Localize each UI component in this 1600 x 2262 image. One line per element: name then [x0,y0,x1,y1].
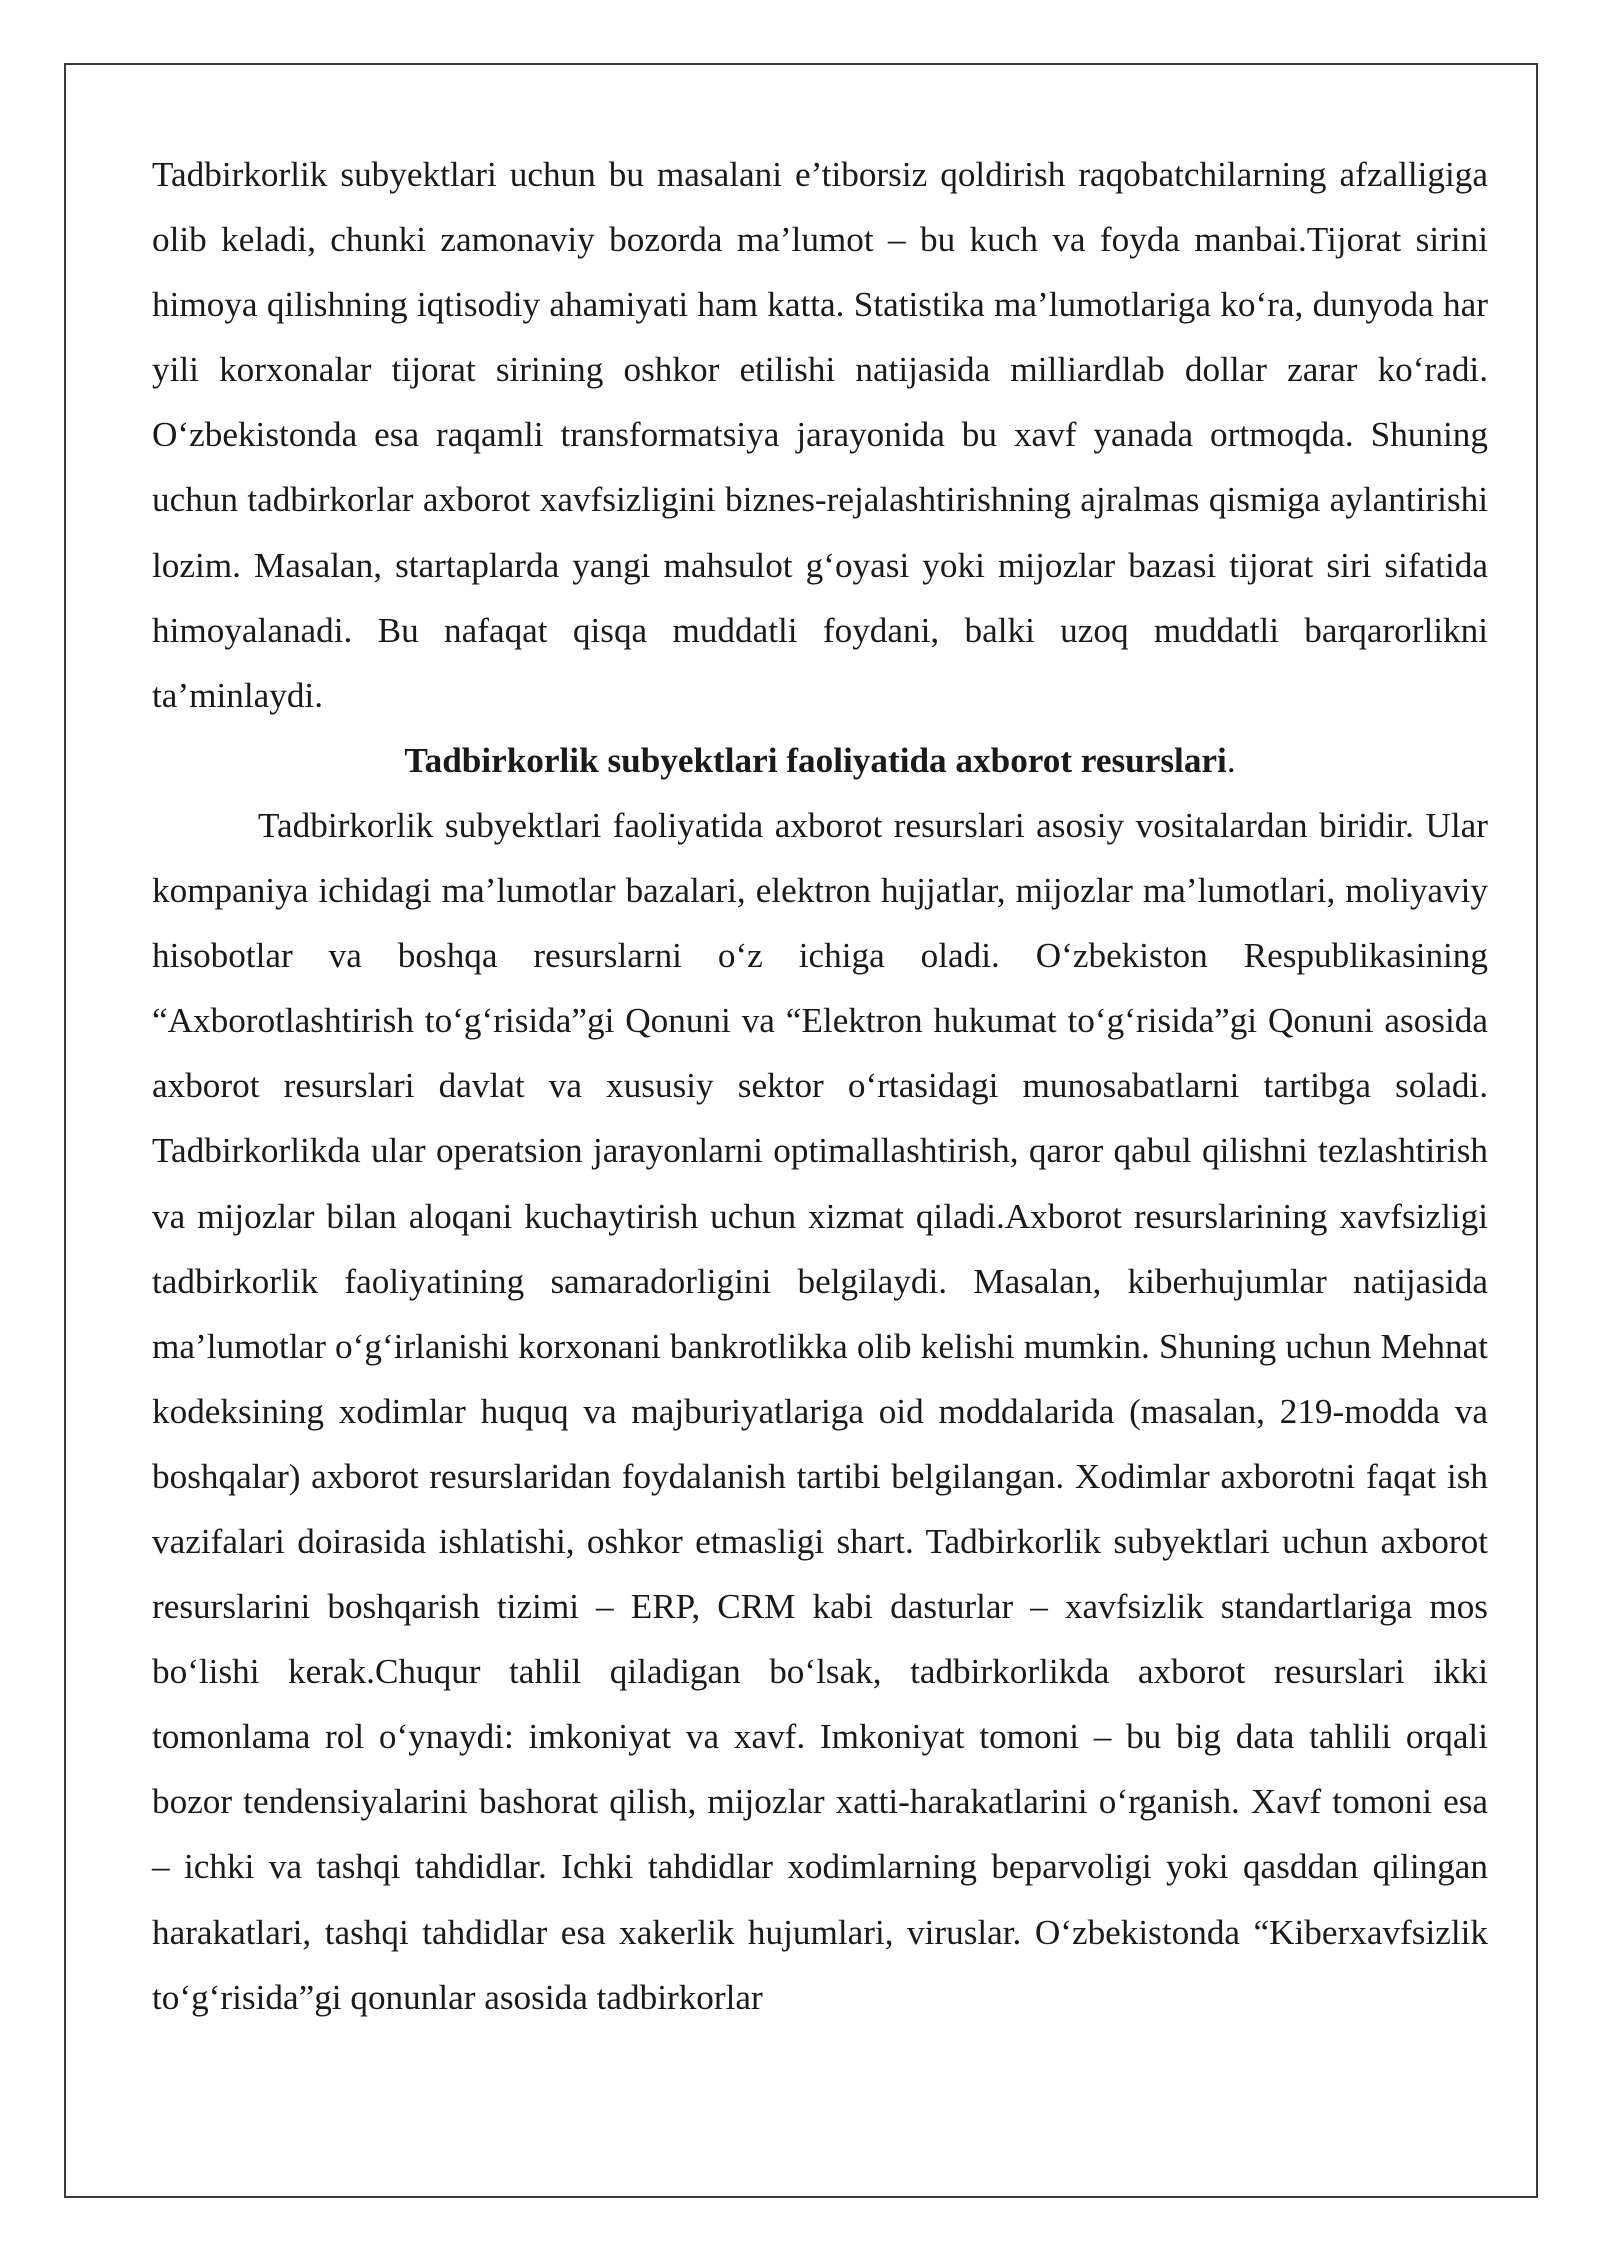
section-heading [152,728,1488,793]
document-body [152,142,1488,2030]
body-paragraph-1: Tadbirkorlik subyektlari uchun bu masalani e’tiborsiz qoldirish raqobatchilarning afzalligiga olib keladi, chunki zamonaviy bozorda ma’lumot – bu kuch va foyda manbai.Tijorat sirini himoya qilishning iqtisodiy ahamiyati ham katta. Statistika ma’lumotlariga ko‘ra, dunyoda har yili korxonalar tijorat sirining oshkor etilishi natijasida milliardlab dollar zarar ko‘radi. O‘zbekistonda esa raqamli transformatsiya jarayonida bu xavf yanada ortmoqda. Shuning uchun tadbirkorlar axborot xavfsizligini biznes-rejalashtirishning ajralmas qismiga aylantirishi lozim. Masalan, startaplarda yangi mahsulot g‘oyasi yoki mijozlar bazasi tijorat siri sifatida himoyalanadi. Bu nafaqat qisqa muddatli foydani, balki uzoq muddatli barqarorlikni ta’minlaydi. [152,155,1488,715]
body-paragraph-2: Tadbirkorlik subyektlari faoliyatida axborot resurslari asosiy vositalardan biridir. Ular kompaniya ichidagi ma’lumotlar bazalari, elektron hujjatlar, mijozlar ma’lumotlari, moliyaviy hisobotlar va boshqa resurslarni o‘z ichiga oladi. O‘zbekiston Respublikasining “Axborotlashtirish to‘g‘risida”gi Qonuni va “Elektron hukumat to‘g‘risida”gi Qonuni asosida axborot resurslari davlat va xususiy sektor o‘rtasidagi munosabatlarni tartibga soladi. Tadbirkorlikda ular operatsion jarayonlarni optimallashtirish, qaror qabul qilishni tezlashtirish va mijozlar bilan aloqani kuchaytirish uchun xizmat qiladi.Axborot resurslarining xavfsizligi tadbirkorlik faoliyatining samaradorligini belgilaydi. Masalan, kiberhujumlar natijasida ma’lumotlar o‘g‘irlanishi korxonani bankrotlikka olib kelishi mumkin. Shuning uchun Mehnat kodeksining xodimlar huquq va majburiyatlariga oid moddalarida (masalan, 219-modda va boshqalar) axborot resurslaridan foydalanish tartibi belgilangan. Xodimlar axborotni faqat ish vazifalari doirasida ishlatishi, oshkor etmasligi shart. Tadbirkorlik subyektlari uchun axborot resurslarini boshqarish tizimi – ERP, CRM kabi dasturlar – xavfsizlik standartlariga mos bo‘lishi kerak.Chuqur tahlil qiladigan bo‘lsak, tadbirkorlikda axborot resurslari ikki tomonlama rol o‘ynaydi: imkoniyat va xavf. Imkoniyat tomoni – bu big data tahlili orqali bozor tendensiyalarini bashorat qilish, mijozlar xatti-harakatlarini o‘rganish. Xavf tomoni esa – ichki va tashqi tahdidlar. Ichki tahdidlar xodimlarning beparvoligi yoki qasddan qilingan harakatlari, tashqi tahdidlar esa xakerlik hujumlari, viruslar. O‘zbekistonda “Kiberxavfsizlik to‘g‘risida”gi qonunlar asosida tadbirkorlar [152,805,1488,2017]
section-heading-period: . [1226,740,1236,780]
section-heading-text: Tadbirkorlik subyektlari faoliyatida axborot resurslari [404,740,1227,780]
